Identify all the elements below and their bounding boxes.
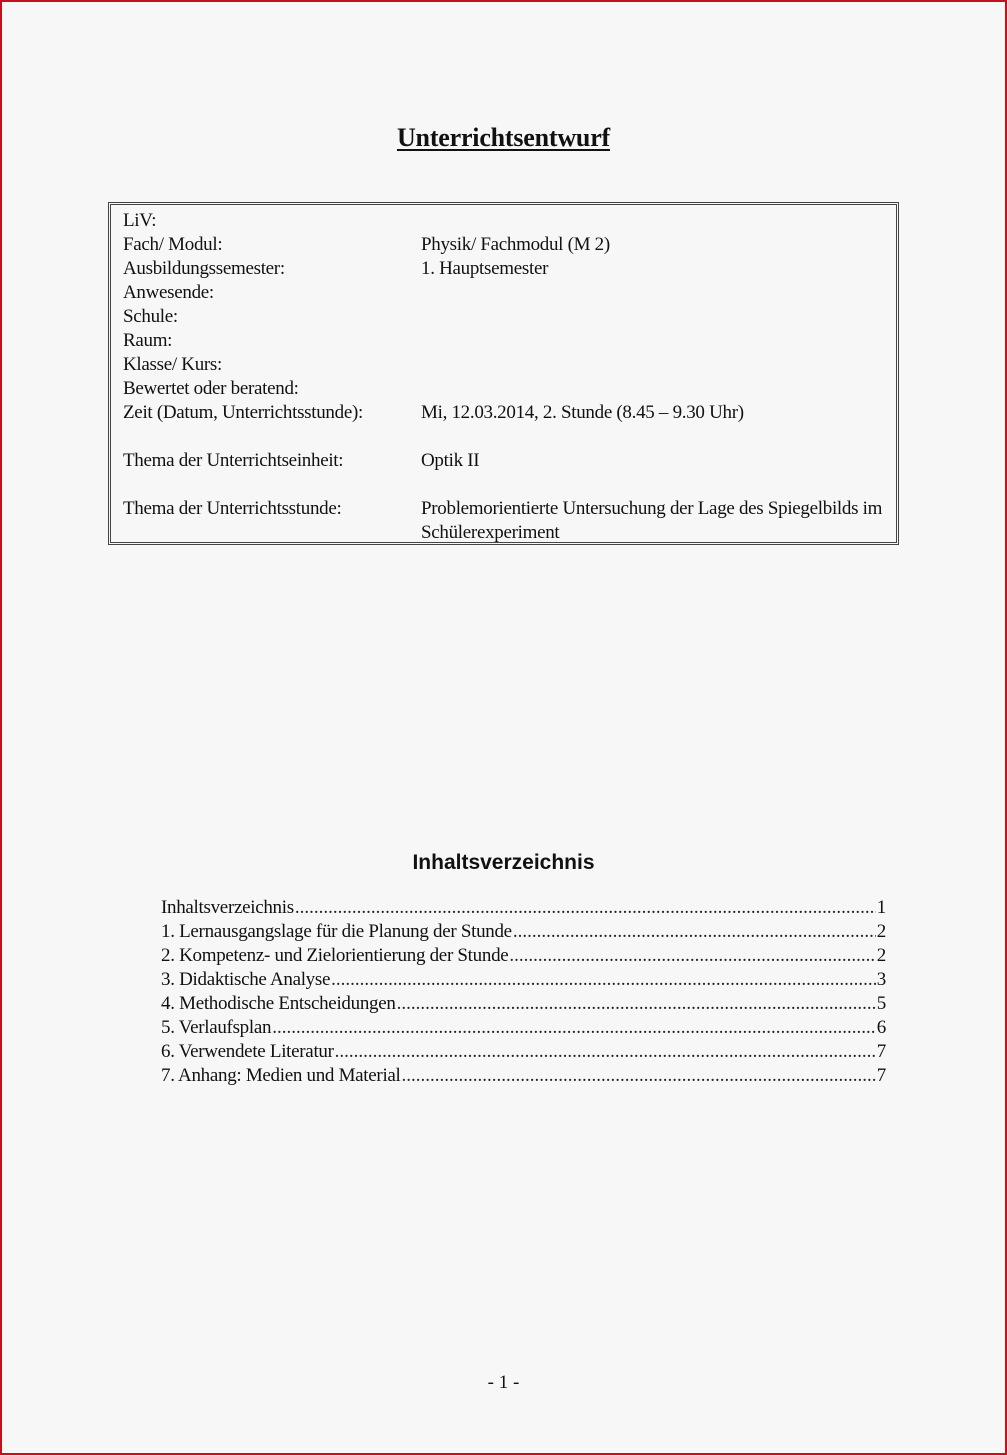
toc-entry-label: 4. Methodische Entscheidungen — [161, 993, 396, 1014]
toc-dot-leader — [513, 920, 876, 944]
info-value-ausbildungssemester: 1. Hauptsemester — [421, 258, 549, 279]
lesson-info-table — [108, 202, 899, 545]
info-label-schule: Schule: — [123, 306, 178, 327]
toc-entry-page: 2 — [876, 921, 886, 942]
toc-dot-leader — [295, 896, 876, 920]
toc-entry-label: 1. Lernausgangslage für die Planung der Stunde — [161, 921, 512, 942]
info-label-fach-modul: Fach/ Modul: — [123, 234, 223, 255]
toc-entry[interactable] — [161, 992, 886, 1016]
info-value-thema-einheit: Optik II — [421, 450, 480, 471]
info-label-ausbildungssemester: Ausbildungssemester: — [123, 258, 285, 279]
toc-entry-label: 6. Verwendete Literatur — [161, 1041, 334, 1062]
toc-entry[interactable] — [161, 896, 886, 920]
toc-entry-page: 1 — [876, 897, 886, 918]
toc-entry-label: 7. Anhang: Medien und Material — [161, 1065, 401, 1086]
info-label-bewertet: Bewertet oder beratend: — [123, 378, 299, 399]
info-label-raum: Raum: — [123, 330, 173, 351]
info-label-liv: LiV: — [123, 210, 157, 231]
toc-dot-leader — [272, 1016, 876, 1040]
toc-entry-page: 6 — [876, 1017, 886, 1038]
toc-entry[interactable] — [161, 944, 886, 968]
toc-entry-label: 3. Didaktische Analyse — [161, 969, 331, 990]
toc-entry[interactable] — [161, 1064, 886, 1088]
info-label-zeit: Zeit (Datum, Unterrichtsstunde): — [123, 402, 363, 423]
toc-entry-label: 2. Kompetenz- und Zielorientierung der Stunde — [161, 945, 509, 966]
toc-entry-page: 7 — [876, 1065, 886, 1086]
toc-entry-page: 5 — [876, 993, 886, 1014]
info-value-fach-modul: Physik/ Fachmodul (M 2) — [421, 234, 610, 255]
toc-entry-label: 5. Verlaufsplan — [161, 1017, 272, 1038]
info-label-thema-einheit: Thema der Unterrichtseinheit: — [123, 450, 344, 471]
info-label-klasse-kurs: Klasse/ Kurs: — [123, 354, 223, 375]
info-value-thema-stunde: Problemorientierte Untersuchung der Lage des Spiegelbilds im Schülerexperiment — [421, 498, 883, 543]
toc-entry[interactable] — [161, 920, 886, 944]
toc-entry[interactable] — [161, 1016, 886, 1040]
toc-dot-leader — [331, 968, 876, 992]
toc-heading: Inhaltsverzeichnis — [412, 851, 595, 874]
info-value-zeit: Mi, 12.03.2014, 2. Stunde (8.45 – 9.30 Uhr) — [421, 402, 744, 423]
toc-entry[interactable] — [161, 968, 886, 992]
toc-entry-label: Inhaltsverzeichnis — [161, 897, 294, 918]
toc-dot-leader — [397, 992, 876, 1016]
document-title: Unterrichtsentwurf — [396, 123, 610, 152]
toc-entry-page: 3 — [876, 969, 886, 990]
info-label-thema-stunde: Thema der Unterrichtsstunde: — [123, 498, 342, 519]
table-of-contents — [161, 896, 886, 1088]
toc-dot-leader — [402, 1064, 876, 1088]
toc-entry-page: 2 — [876, 945, 886, 966]
toc-entry-page: 7 — [876, 1041, 886, 1062]
page-number: - 1 - — [487, 1372, 520, 1393]
toc-entry[interactable] — [161, 1040, 886, 1064]
info-label-anwesende: Anwesende: — [123, 282, 214, 303]
toc-dot-leader — [509, 944, 875, 968]
toc-dot-leader — [335, 1040, 876, 1064]
